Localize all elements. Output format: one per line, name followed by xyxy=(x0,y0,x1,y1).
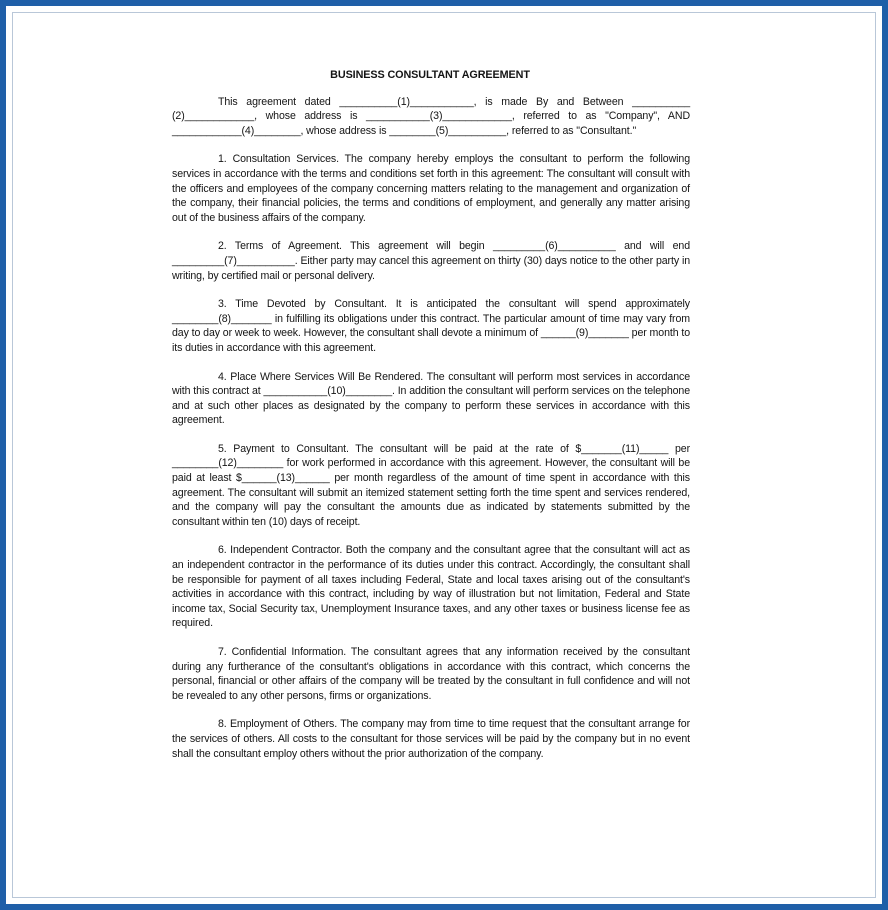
paragraph-text: 4. Place Where Services Will Be Rendered. The consultant will perform most services in accordance with this contract at ___________(10)________. In addition the consultant will perform services on the telephone and at such other places as designated by the company to perform these services in accordance with this agreement. xyxy=(172,370,690,427)
paragraph-text: 1. Consultation Services. The company hereby employs the consultant to perform the following services in accordance with the terms and conditions set forth in this agreement: The consultant will consult with the officers and employees of the company concerning matters relating to the management and organization of the company, their financial policies, the terms and conditions of employment, and generally any matter arising out of the business affairs of the company. xyxy=(172,153,690,224)
paragraph-independent-contractor xyxy=(172,543,690,631)
paragraph-text: 2. Terms of Agreement. This agreement will begin _________(6)__________ and will end _________(7)__________. Either party may cancel this agreement on thirty (30) days notice to the other party in writing, by certified mail or personal delivery. xyxy=(172,240,690,282)
paragraph-text: This agreement dated __________(1)___________, is made By and Between __________ (2)____________, whose address is ___________(3)____________, referred to as "Company", AND ____________(4)________, whose address is ________(5)__________, referred to as "Consultant." xyxy=(172,95,690,137)
paragraph-payment xyxy=(172,442,690,530)
paragraph-employment-of-others xyxy=(172,717,690,761)
paragraph-text: 3. Time Devoted by Consultant. It is anticipated the consultant will spend approximately ________(8)_______ in fulfilling its obligations under this contract. The particular amount of time may vary from day to day or week to week. However, the consultant shall devote a minimum of ______(9)_______ per month to its duties in accordance with this agreement. xyxy=(172,298,690,354)
paragraph-intro xyxy=(172,95,690,139)
paragraph-terms-of-agreement xyxy=(172,239,690,283)
document-title: BUSINESS CONSULTANT AGREEMENT xyxy=(330,69,530,81)
paragraph-text: 5. Payment to Consultant. The consultant will be paid at the rate of $_______(11)_____ per ________(12)________ for work performed in accordance with this agreement. However, the consultant will be paid at least $______(13)______ per month regardless of the amount of time spent in accordance with this agreement. The consultant will submit an itemized statement setting forth the time spent and services rendered, and the company will pay the consultant the amounts due as indicated by statements submitted by the consultant within ten (10) days of receipt. xyxy=(172,442,690,528)
paragraph-text: 8. Employment of Others. The company may from time to time request that the consultant arrange for the services of others. All costs to the consultant for those services will be paid by the company but in no event shall the consultant employ others without the prior authorization of the company. xyxy=(172,718,690,760)
document-page xyxy=(162,68,690,775)
paragraph-place-of-services xyxy=(172,370,690,428)
paragraph-time-devoted xyxy=(172,297,690,355)
paragraph-consultation-services xyxy=(172,152,690,225)
paragraph-confidential-information xyxy=(172,645,690,703)
paragraph-text: 6. Independent Contractor. Both the company and the consultant agree that the consultant will act as an independent contractor in the performance of its duties under this contract. Accordingly, the consultant shall be responsible for payment of all taxes including Federal, State and local taxes arising out of the consultant's activities in accordance with this contract, including by way of illustration but not limitation, Federal and State income tax, Social Security tax, Unemployment Insurance taxes, and any other taxes or business license fee as required. xyxy=(172,544,690,630)
paragraph-text: 7. Confidential Information. The consultant agrees that any information received by the consultant during any furtherance of the consultant's obligations in accordance with this contract, which concerns the personal, financial or other affairs of the company will be treated by the consultant in full confidence and will not be revealed to any other persons, firms or organizations. xyxy=(172,646,690,702)
